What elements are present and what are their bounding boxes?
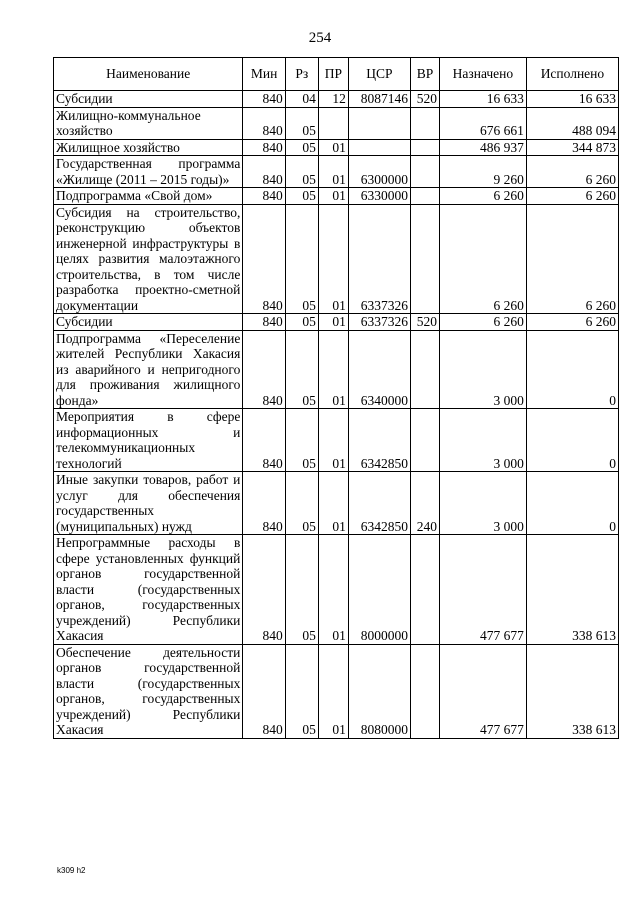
cell-min: 840: [243, 107, 285, 139]
cell-pr: 01: [318, 156, 348, 188]
header-csr: ЦСР: [348, 58, 410, 91]
cell-assigned: 477 677: [439, 644, 526, 738]
cell-min: 840: [243, 188, 285, 205]
cell-executed: 0: [526, 409, 618, 472]
cell-rz: 05: [285, 139, 318, 156]
header-executed: Исполнено: [526, 58, 618, 91]
table-row: [54, 314, 619, 331]
cell-csr: 6340000: [348, 330, 410, 409]
cell-executed: 338 613: [526, 644, 618, 738]
cell-executed: 338 613: [526, 535, 618, 645]
cell-rz: 05: [285, 107, 318, 139]
cell-csr: 8087146: [348, 91, 410, 108]
cell-vr: 520: [410, 91, 439, 108]
cell-csr: 6337326: [348, 204, 410, 314]
table-row: [54, 472, 619, 535]
cell-pr: 01: [318, 644, 348, 738]
cell-rz: 05: [285, 188, 318, 205]
cell-name: Мероприятия в сфере информационных и телекоммуникационных технологий: [54, 409, 243, 472]
cell-min: 840: [243, 330, 285, 409]
cell-pr: 12: [318, 91, 348, 108]
table-row: [54, 204, 619, 314]
cell-assigned: 477 677: [439, 535, 526, 645]
cell-csr: 6342850: [348, 472, 410, 535]
cell-rz: 05: [285, 314, 318, 331]
table-header-row: [54, 58, 619, 91]
cell-min: 840: [243, 139, 285, 156]
table-row: [54, 91, 619, 108]
cell-min: 840: [243, 314, 285, 331]
cell-assigned: 9 260: [439, 156, 526, 188]
footer-code: k309 h2: [57, 866, 86, 875]
cell-csr: 8080000: [348, 644, 410, 738]
cell-min: 840: [243, 156, 285, 188]
table-row: [54, 409, 619, 472]
cell-csr: 6342850: [348, 409, 410, 472]
header-pr: ПР: [318, 58, 348, 91]
cell-name: Государственная программа «Жилище (2011 – 2015 годы)»: [54, 156, 243, 188]
cell-name: Иные закупки товаров, работ и услуг для обеспечения государственных (муниципальных) нужд: [54, 472, 243, 535]
header-assigned: Назначено: [439, 58, 526, 91]
header-rz: Рз: [285, 58, 318, 91]
cell-executed: 6 260: [526, 156, 618, 188]
cell-vr: 240: [410, 472, 439, 535]
cell-pr: 01: [318, 188, 348, 205]
cell-min: 840: [243, 204, 285, 314]
cell-pr: 01: [318, 535, 348, 645]
cell-assigned: 3 000: [439, 409, 526, 472]
cell-assigned: 486 937: [439, 139, 526, 156]
cell-min: 840: [243, 644, 285, 738]
cell-rz: 05: [285, 472, 318, 535]
cell-name: Субсидии: [54, 314, 243, 331]
cell-name: Жилищное хозяйство: [54, 139, 243, 156]
cell-assigned: 3 000: [439, 330, 526, 409]
cell-csr: [348, 107, 410, 139]
cell-assigned: 6 260: [439, 314, 526, 331]
cell-csr: 8000000: [348, 535, 410, 645]
cell-pr: 01: [318, 314, 348, 331]
cell-name: Субсидия на строительство, реконструкцию объектов инженерной инфраструктуры в целях развития малоэтажного строительства, в том числе разработка проектно-сметной документации: [54, 204, 243, 314]
table-row: [54, 156, 619, 188]
cell-assigned: 6 260: [439, 204, 526, 314]
cell-rz: 05: [285, 156, 318, 188]
cell-name: Подпрограмма «Переселение жителей Республики Хакасия из аварийного и непригодного для проживания жилищного фонда»: [54, 330, 243, 409]
cell-name: Подпрограмма «Свой дом»: [54, 188, 243, 205]
cell-executed: 344 873: [526, 139, 618, 156]
cell-vr: [410, 188, 439, 205]
cell-vr: [410, 330, 439, 409]
cell-csr: [348, 139, 410, 156]
cell-executed: 6 260: [526, 204, 618, 314]
header-name: Наименование: [54, 58, 243, 91]
cell-name: Жилищно-коммунальное хозяйство: [54, 107, 243, 139]
cell-vr: 520: [410, 314, 439, 331]
cell-executed: 0: [526, 472, 618, 535]
cell-vr: [410, 644, 439, 738]
cell-assigned: 676 661: [439, 107, 526, 139]
table-row: [54, 139, 619, 156]
cell-min: 840: [243, 91, 285, 108]
cell-vr: [410, 535, 439, 645]
header-min: Мин: [243, 58, 285, 91]
cell-pr: [318, 107, 348, 139]
header-vr: ВР: [410, 58, 439, 91]
cell-executed: 6 260: [526, 188, 618, 205]
cell-pr: 01: [318, 330, 348, 409]
cell-name: Обеспечение деятельности органов государственной власти (государственных органов, государственных учреждений) Республики Хакасия: [54, 644, 243, 738]
cell-rz: 05: [285, 330, 318, 409]
cell-min: 840: [243, 409, 285, 472]
table-row: [54, 644, 619, 738]
table-row: [54, 535, 619, 645]
cell-executed: 0: [526, 330, 618, 409]
cell-executed: 488 094: [526, 107, 618, 139]
page-number: 254: [308, 30, 332, 46]
cell-pr: 01: [318, 472, 348, 535]
cell-assigned: 6 260: [439, 188, 526, 205]
cell-rz: 05: [285, 204, 318, 314]
cell-csr: 6300000: [348, 156, 410, 188]
table-row: [54, 107, 619, 139]
cell-csr: 6330000: [348, 188, 410, 205]
cell-pr: 01: [318, 139, 348, 156]
cell-rz: 05: [285, 644, 318, 738]
cell-rz: 04: [285, 91, 318, 108]
cell-csr: 6337326: [348, 314, 410, 331]
cell-min: 840: [243, 472, 285, 535]
cell-rz: 05: [285, 409, 318, 472]
cell-min: 840: [243, 535, 285, 645]
cell-executed: 16 633: [526, 91, 618, 108]
cell-executed: 6 260: [526, 314, 618, 331]
cell-vr: [410, 107, 439, 139]
cell-vr: [410, 409, 439, 472]
cell-assigned: 16 633: [439, 91, 526, 108]
table-row: [54, 188, 619, 205]
table-row: [54, 330, 619, 409]
cell-vr: [410, 139, 439, 156]
cell-assigned: 3 000: [439, 472, 526, 535]
cell-rz: 05: [285, 535, 318, 645]
cell-pr: 01: [318, 204, 348, 314]
cell-name: Субсидии: [54, 91, 243, 108]
cell-vr: [410, 204, 439, 314]
cell-pr: 01: [318, 409, 348, 472]
budget-table: [53, 57, 619, 739]
cell-name: Непрограммные расходы в сфере установленных функций органов государственной власти (государственных органов, государственных учреждений) Республики Хакасия: [54, 535, 243, 645]
cell-vr: [410, 156, 439, 188]
